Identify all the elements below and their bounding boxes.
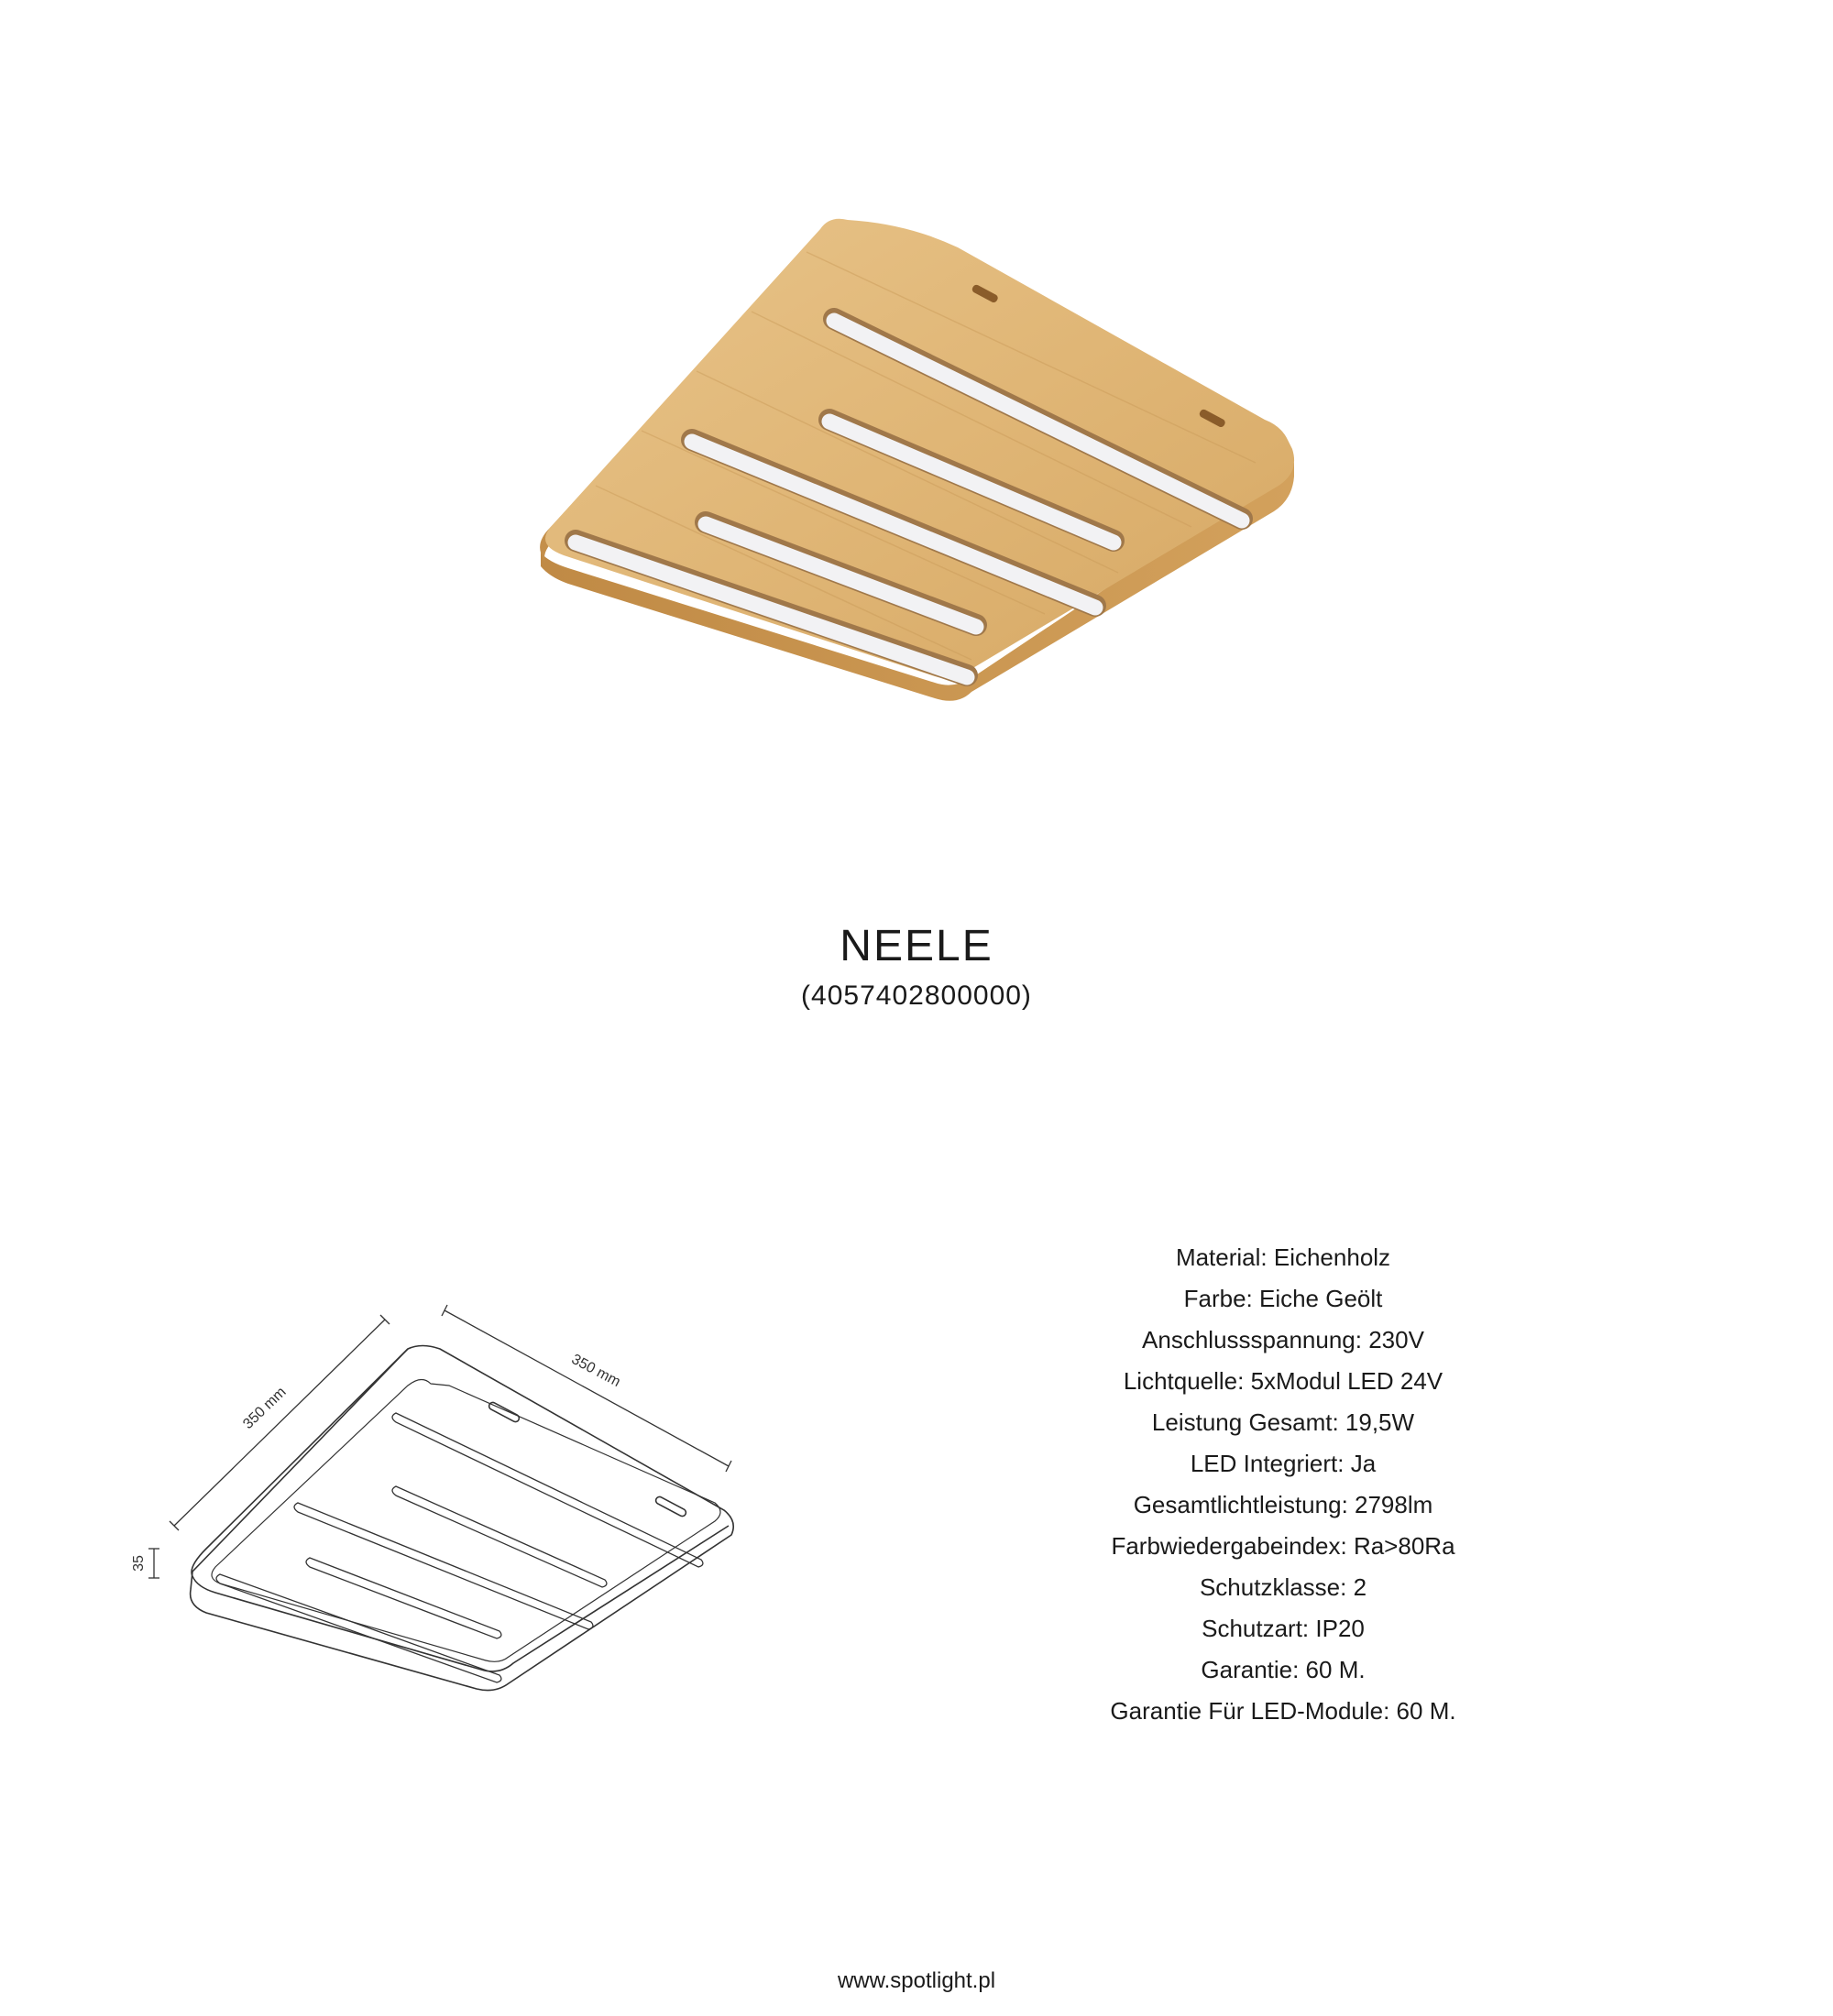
- spec-voltage: Anschlussspannung: 230V: [1142, 1326, 1424, 1353]
- product-code: (4057402800000): [801, 981, 1032, 1011]
- product-photo: [495, 165, 1338, 733]
- product-title: NEELE: [840, 922, 993, 970]
- spec-material: Material: Eichenholz: [1175, 1244, 1391, 1271]
- spec-luminous-flux: Gesamtlichtleistung: 2798lm: [1133, 1491, 1433, 1518]
- dim-line-left: [174, 1320, 385, 1526]
- dimension-right-label: 350 mm: [568, 1351, 623, 1391]
- spec-led-integrated: LED Integriert: Ja: [1190, 1450, 1377, 1477]
- spec-led-warranty: Garantie Für LED-Module: 60 M.: [1110, 1697, 1456, 1725]
- spec-cri: Farbwiedergabeindex: Ra>80Ra: [1111, 1532, 1455, 1560]
- drawing-strips: [216, 1413, 703, 1682]
- spec-warranty: Garantie: 60 M.: [1201, 1656, 1366, 1683]
- spec-light-source: Lichtquelle: 5xModul LED 24V: [1123, 1367, 1443, 1395]
- dimension-height-label: 35: [131, 1555, 147, 1572]
- dim-line-right: [445, 1310, 729, 1466]
- spec-ip-rating: Schutzart: IP20: [1202, 1615, 1365, 1642]
- technical-drawing: [119, 1283, 761, 1714]
- spec-color: Farbe: Eiche Geölt: [1183, 1285, 1383, 1312]
- spec-power: Leistung Gesamt: 19,5W: [1151, 1408, 1415, 1436]
- spec-protection-class: Schutzklasse: 2: [1199, 1573, 1367, 1601]
- website-link[interactable]: www.spotlight.pl: [837, 1968, 996, 1993]
- dimension-left-label: 350 mm: [240, 1384, 290, 1432]
- spec-list: [1008, 1237, 1558, 1732]
